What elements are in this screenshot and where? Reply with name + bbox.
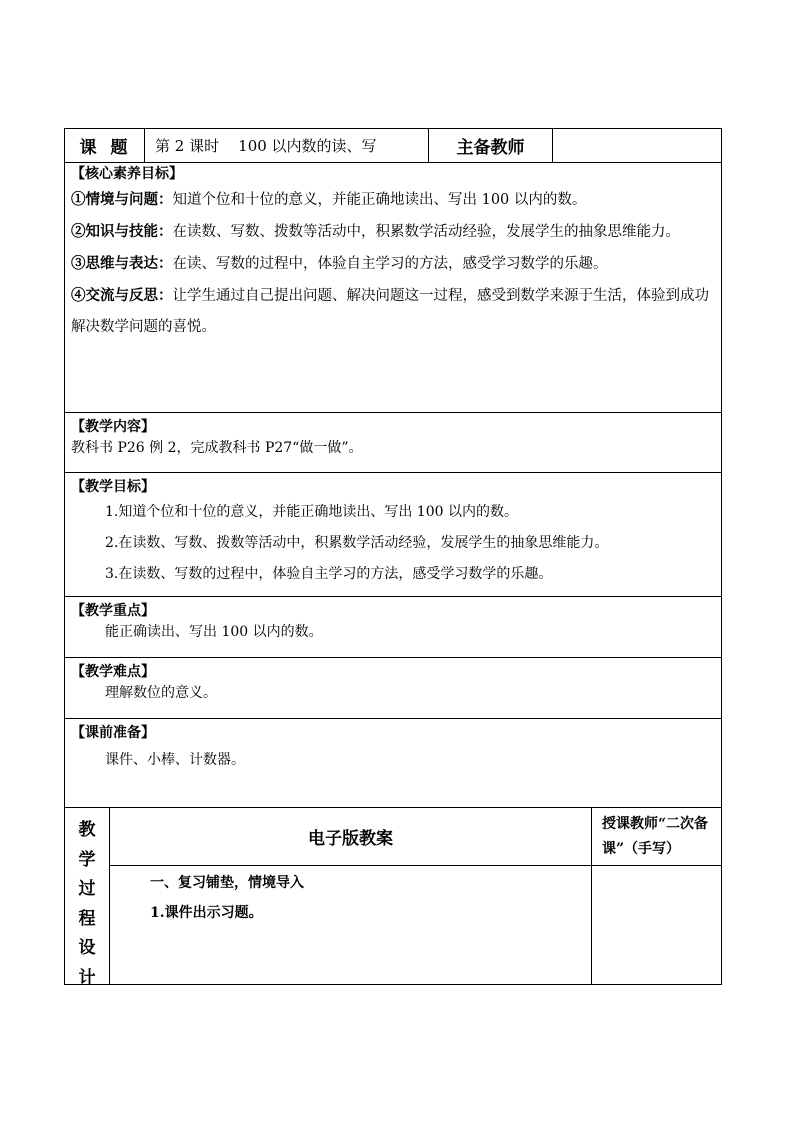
difficulty-section	[65, 658, 721, 719]
electronic-plan-header: 电子版教案	[110, 808, 591, 866]
topic-value: 第 2 课时 100 以内数的读、写	[145, 129, 429, 162]
content-section	[65, 413, 721, 473]
key-point-text: 能正确读出、写出 100 以内的数。	[105, 624, 323, 640]
second-prep-column	[592, 808, 721, 984]
core-goals-title: 【核心素养目标】	[71, 166, 183, 182]
lead-teacher-label: 主备教师	[429, 129, 553, 162]
preparation-text: 课件、小棒、计数器。	[105, 752, 245, 768]
header-row	[65, 129, 721, 163]
objective-item: 2.在读数、写数、拨数等活动中，积累数学活动经验，发展学生的抽象思维能力。	[105, 535, 609, 551]
preparation-title: 【课前准备】	[71, 725, 155, 741]
core-goal-item: ④交流与反思：让学生通过自己提出问题、解决问题这一过程，感受到数学来源于生活，体验到成功解决数学问题的喜悦。	[71, 287, 709, 335]
objectives-title: 【教学目标】	[71, 479, 155, 495]
process-vertical-label: 教 学 过 程 设 计	[65, 808, 110, 984]
topic-label: 课题	[65, 129, 145, 162]
process-section	[65, 808, 721, 988]
section-title: 一、复习铺垫，情境导入	[150, 875, 304, 891]
objectives-section	[65, 473, 721, 597]
key-point-title: 【教学重点】	[71, 603, 155, 619]
difficulty-title: 【教学难点】	[71, 664, 155, 680]
core-goal-item: ③思维与表达：在读、写数的过程中，体验自主学习的方法，感受学习数学的乐趣。	[71, 255, 608, 272]
preparation-section	[65, 719, 721, 808]
lead-teacher-value	[553, 129, 721, 162]
step-item: 1.课件出示习题。	[150, 905, 263, 921]
content-text: 教科书 P26 例 2，完成教科书 P27“做一做”。	[71, 440, 363, 456]
core-goal-item: ②知识与技能：在读数、写数、拨数等活动中，积累数学活动经验，发展学生的抽象思维能力。	[71, 223, 680, 240]
electronic-plan-column	[110, 808, 592, 984]
core-goal-item: ①情境与问题：知道个位和十位的意义，并能正确地读出、写出 100 以内的数。	[71, 191, 587, 208]
electronic-plan-body	[110, 866, 591, 928]
objective-item: 1.知道个位和十位的意义，并能正确地读出、写出 100 以内的数。	[105, 504, 518, 520]
content-title: 【教学内容】	[71, 419, 155, 435]
difficulty-text: 理解数位的意义。	[105, 685, 217, 701]
objective-item: 3.在读数、写数的过程中，体验自主学习的方法，感受学习数学的乐趣。	[105, 566, 553, 582]
core-goals-section	[65, 163, 721, 413]
lesson-plan-table	[64, 128, 722, 988]
key-point-section	[65, 597, 721, 658]
second-prep-header: 授课教师“二次备课”（手写）	[592, 808, 721, 866]
